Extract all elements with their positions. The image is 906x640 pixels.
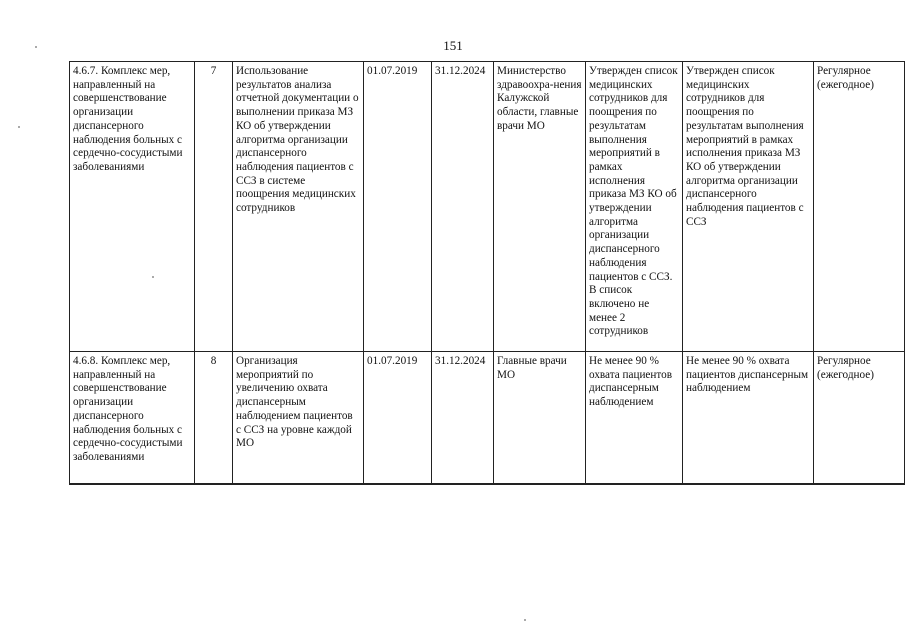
indicator-cell: Утвержден список медицинских сотрудников для поощрения по результатам выполнения мероприятий в рамках исполнения приказа МЗ КО об утверждении алгоритма организации диспансерного наблюдения пациентов с ССЗ bbox=[683, 62, 814, 352]
start-date-cell: 01.07.2019 bbox=[364, 352, 432, 485]
activity-cell: Организация мероприятий по увеличению охвата диспансерным наблюдением пациентов с ССЗ на уровне каждой МО bbox=[233, 352, 364, 485]
scan-speck bbox=[152, 276, 154, 278]
scan-speck bbox=[35, 46, 37, 48]
indicator-cell: Не менее 90 % охвата пациентов диспансерным наблюдением bbox=[683, 352, 814, 485]
page-number: 151 bbox=[443, 38, 463, 53]
result-cell: Утвержден список медицинских сотрудников для поощрения по результатам выполнения мероприятий в рамках исполнения приказа МЗ КО об утверждении алгоритма организации диспансерного наблюдения пациентов с ССЗ. В список включено не менее 2 сотрудников bbox=[586, 62, 683, 352]
activity-cell: Использование результатов анализа отчетной документации о выполнении приказа МЗ КО об утверждении алгоритма организации диспансерного наблюдения пациентов с ССЗ в системе поощрения медицинских сотрудников bbox=[233, 62, 364, 352]
table-row bbox=[70, 352, 905, 485]
number-cell: 8 bbox=[195, 352, 233, 485]
frequency-cell: Регулярное (ежегодное) bbox=[814, 352, 905, 485]
start-date-cell: 01.07.2019 bbox=[364, 62, 432, 352]
table-row bbox=[70, 62, 905, 352]
end-date-cell: 31.12.2024 bbox=[432, 352, 494, 485]
event-cell: 4.6.7. Комплекс мер, направленный на совершенствование организации диспансерного наблюдения больных с сердечно-сосудистыми заболеваниями bbox=[70, 62, 195, 352]
scan-speck bbox=[524, 619, 526, 621]
result-cell: Не менее 90 % охвата пациентов диспансерным наблюдением bbox=[586, 352, 683, 485]
event-cell: 4.6.8. Комплекс мер, направленный на совершенствование организации диспансерного наблюдения больных с сердечно-сосудистыми заболеваниями bbox=[70, 352, 195, 485]
number-cell: 7 bbox=[195, 62, 233, 352]
frequency-cell: Регулярное (ежегодное) bbox=[814, 62, 905, 352]
responsible-cell: Министерство здравоохра-нения Калужской области, главные врачи МО bbox=[494, 62, 586, 352]
scan-speck bbox=[18, 126, 20, 128]
activities-table bbox=[69, 61, 905, 485]
responsible-cell: Главные врачи МО bbox=[494, 352, 586, 485]
end-date-cell: 31.12.2024 bbox=[432, 62, 494, 352]
